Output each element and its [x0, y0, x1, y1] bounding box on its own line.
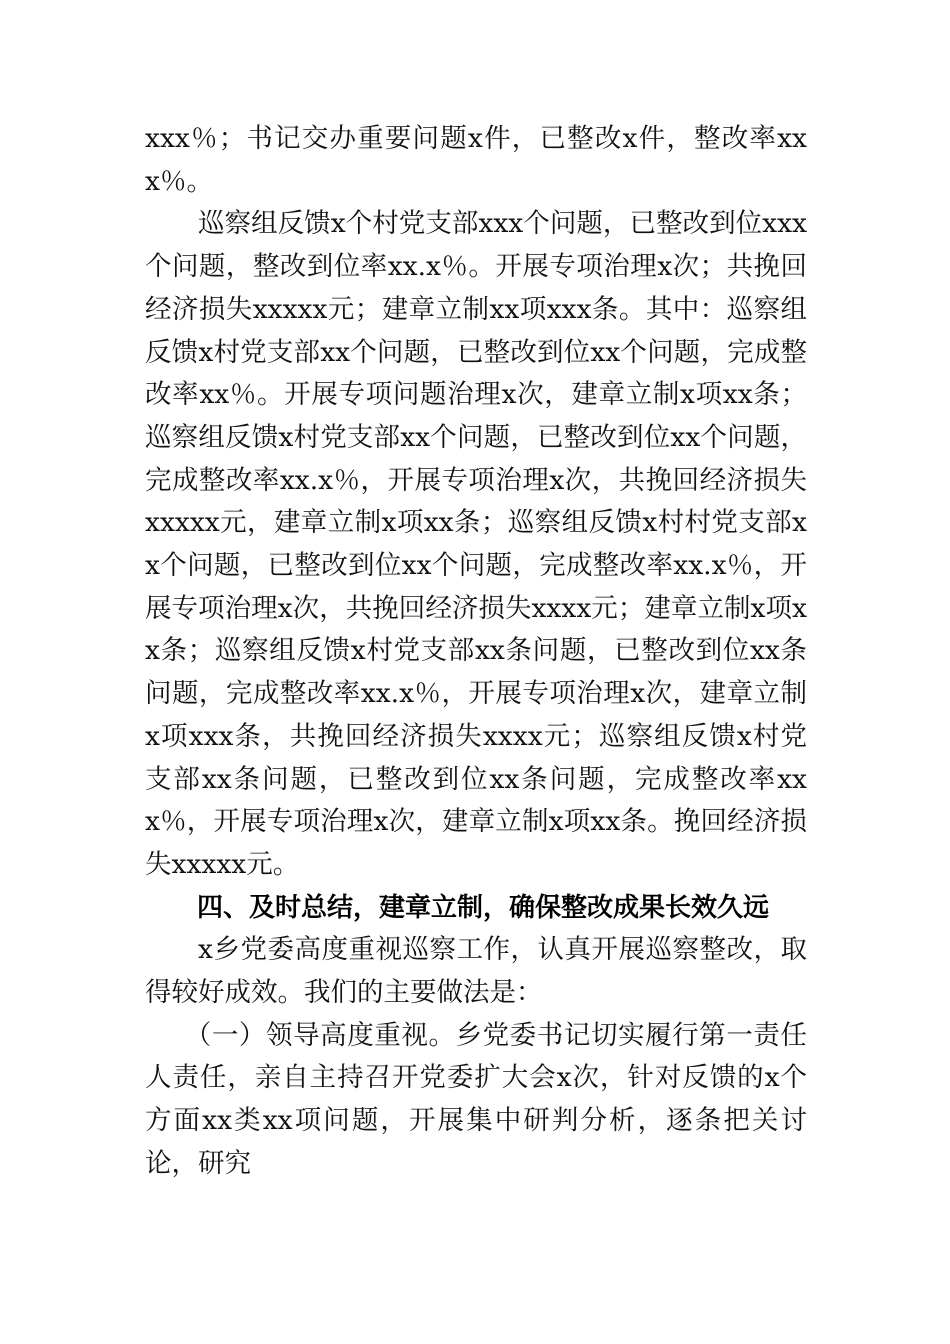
paragraph-inspection-feedback: 巡察组反馈x个村党支部xxx个问题，已整改到位xxx个问题，整改到位率xx.x％。开展专项治理x次；共挽回经济损失xxxxx元；建章立制xx项xxx条。其中：巡察组反馈x村党支部xx个问题，已整改到位xx个问题，完成整改率xx％。开展专项问题治理x次，建章立制x项xx条；巡察组反馈x村党支部xx个问题，已整改到位xx个问题，完成整改率xx.x％，开展专项治理x次，共挽回经济损失xxxxx元，建章立制x项xx条；巡察组反馈x村村党支部xx个问题，已整改到位xx个问题，完成整改率xx.x％，开展专项治理x次，共挽回经济损失xxxx元；建章立制x项xx条；巡察组反馈x村党支部xx条问题，已整改到位xx条问题，完成整改率xx.x％，开展专项治理x次，建章立制x项xxx条，共挽回经济损失xxxx元；巡察组反馈x村党支部xx条问题，已整改到位xx条问题，完成整改率xxx％，开展专项治理x次，建章立制x项xx条。挽回经济损失xxxxx元。: [145, 208, 807, 880]
document-page: [145, 118, 807, 1186]
paragraph-leadership: （一）领导高度重视。乡党委书记切实履行第一责任人责任，亲自主持召开党委扩大会x次，针对反馈的x个方面xx类xx项问题，开展集中研判分析，逐条把关讨论，研究: [145, 1019, 807, 1179]
paragraph-section-intro: x乡党委高度重视巡察工作，认真开展巡察整改，取得较好成效。我们的主要做法是：: [145, 934, 807, 1009]
paragraph-rectification-rate: xxx％；书记交办重要问题x件，已整改x件，整改率xxx％。: [145, 123, 807, 197]
section-heading: 四、及时总结，建章立制，确保整改成果长效久远: [197, 892, 770, 923]
